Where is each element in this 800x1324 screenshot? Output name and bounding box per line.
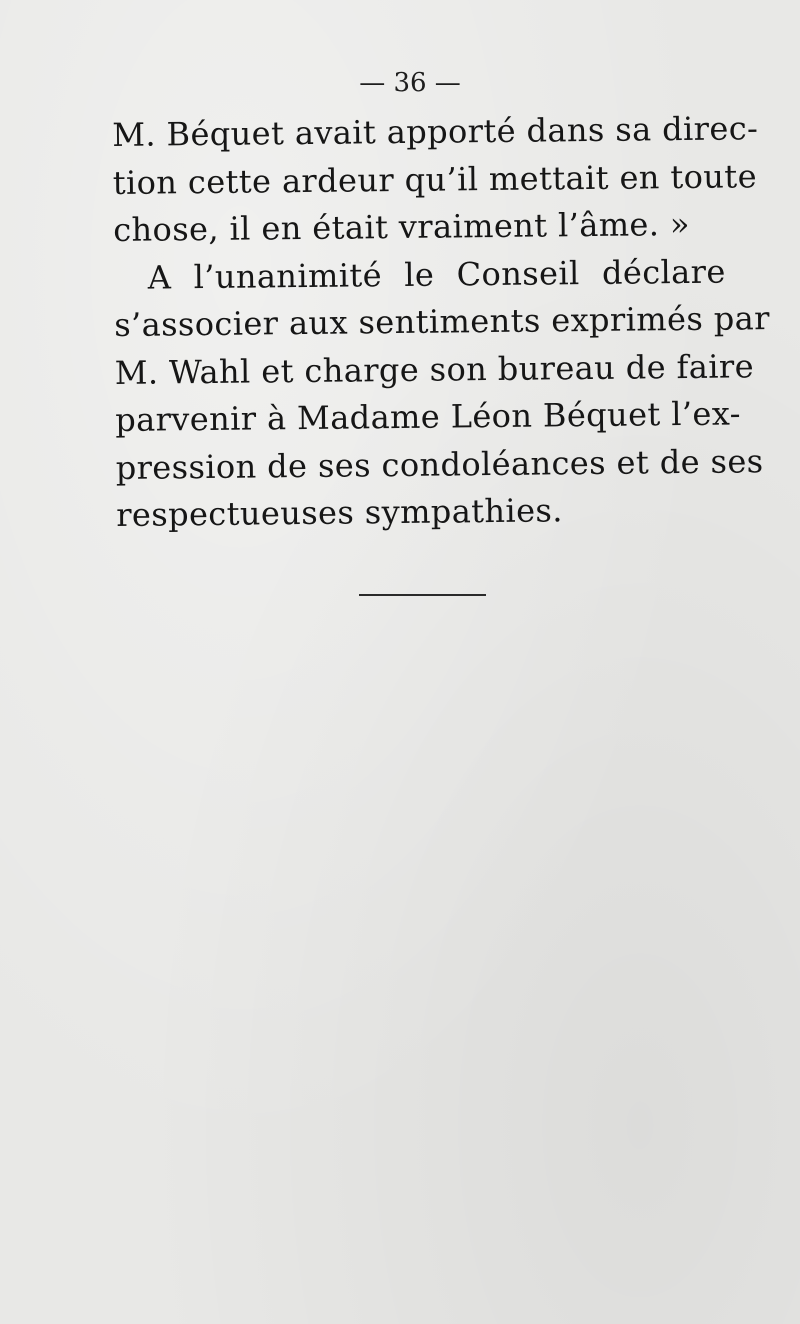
- text-line: pression de ses condoléances et de ses: [115, 441, 764, 487]
- paragraph-first-line: A l’unanimité le Conseil déclare: [147, 252, 726, 297]
- text-line: M. Béquet avait apporté dans sa direc-: [112, 109, 759, 154]
- text-line: M. Wahl et charge son bureau de faire: [114, 346, 755, 392]
- body-text: [112, 106, 770, 540]
- text-line: s’associer aux sentiments exprimés par: [114, 299, 770, 344]
- text-line: respectueuses sympathies.: [116, 491, 564, 534]
- text-line: chose, il en était vraiment l’âme. »: [113, 204, 691, 249]
- section-divider-rule: [359, 594, 486, 596]
- text-line: parvenir à Madame Léon Béquet l’ex-: [115, 394, 742, 439]
- page-number: — 36 —: [359, 68, 461, 98]
- text-line: tion cette ardeur qu’il mettait en toute: [112, 156, 758, 202]
